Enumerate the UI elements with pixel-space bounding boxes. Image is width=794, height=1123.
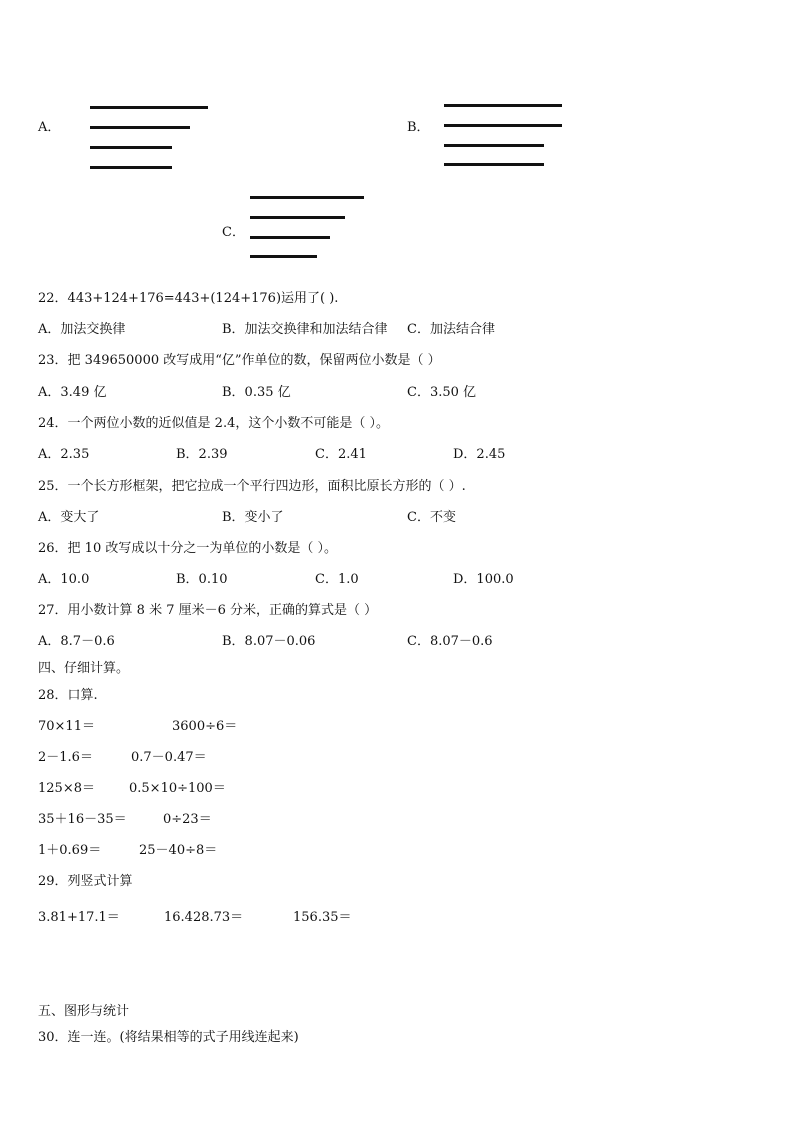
question-25-option-b[interactable]: B．变小了 — [222, 510, 284, 525]
vertical-calc-2: 16.428.73＝ — [164, 910, 244, 925]
vertical-calc-1: 3.81+17.1＝ — [38, 910, 120, 925]
question-27-option-a[interactable]: A．8.7－0.6 — [38, 634, 115, 649]
oral-calc-4a: 35＋16－35＝ — [38, 812, 127, 827]
question-26-stem: 26．把 10 改写成以十分之一为单位的小数是（ ）。 — [38, 541, 337, 556]
question-23-stem: 23．把 349650000 改写成用“亿”作单位的数，保留两位小数是（ ） — [38, 353, 441, 368]
oral-calc-5b: 25－40÷8＝ — [139, 843, 218, 858]
section-4-title: 四、仔细计算。 — [38, 661, 130, 676]
question-27-option-c[interactable]: C．8.07－0.6 — [407, 634, 493, 649]
oral-calc-2a: 2－1.6＝ — [38, 750, 93, 765]
option-c-label: C． — [222, 225, 245, 240]
option-b-bar-1 — [444, 104, 562, 107]
option-b-bar-2 — [444, 124, 562, 127]
question-24-option-d[interactable]: D．2.45 — [453, 447, 506, 462]
question-24-option-c[interactable]: C．2.41 — [315, 447, 367, 462]
option-c-bar-1 — [250, 196, 364, 199]
question-25-option-c[interactable]: C．不变 — [407, 510, 456, 525]
oral-calc-1a: 70×11＝ — [38, 719, 95, 734]
question-22-option-b[interactable]: B．加法交换律和加法结合律 — [222, 322, 388, 337]
oral-calc-3a: 125×8＝ — [38, 781, 95, 796]
question-26-option-a[interactable]: A．10.0 — [38, 572, 90, 587]
question-22-option-a[interactable]: A．加法交换律 — [38, 322, 126, 337]
oral-calc-3b: 0.5×10÷100＝ — [129, 781, 226, 796]
question-23-option-b[interactable]: B．0.35 亿 — [222, 385, 291, 400]
oral-calc-5a: 1＋0.69＝ — [38, 843, 102, 858]
section-5-title: 五、图形与统计 — [38, 1004, 130, 1019]
question-24-option-a[interactable]: A．2.35 — [38, 447, 90, 462]
question-27-option-b[interactable]: B．8.07－0.06 — [222, 634, 316, 649]
question-29-label: 29．列竖式计算 — [38, 874, 133, 889]
vertical-calc-3: 156.35＝ — [293, 910, 352, 925]
oral-calc-4b: 0÷23＝ — [163, 812, 212, 827]
question-23-option-c[interactable]: C．3.50 亿 — [407, 385, 477, 400]
option-a-bar-2 — [90, 126, 190, 129]
question-22-stem: 22．443+124+176=443+(124+176)运用了( ). — [38, 291, 339, 306]
option-b-label: B． — [407, 120, 430, 135]
question-24-stem: 24．一个两位小数的近似值是 2.4，这个小数不可能是（ ）。 — [38, 416, 389, 431]
option-a-bar-4 — [90, 166, 172, 169]
question-24-option-b[interactable]: B．2.39 — [176, 447, 228, 462]
oral-calc-2b: 0.7－0.47＝ — [131, 750, 207, 765]
oral-calc-1b: 3600÷6＝ — [172, 719, 238, 734]
option-c-bar-2 — [250, 216, 345, 219]
question-22-option-c[interactable]: C．加法结合律 — [407, 322, 495, 337]
question-25-option-a[interactable]: A．变大了 — [38, 510, 100, 525]
option-b-bar-4 — [444, 163, 544, 166]
question-27-stem: 27．用小数计算 8 米 7 厘米－6 分米，正确的算式是（ ） — [38, 603, 378, 618]
option-a-bar-3 — [90, 146, 172, 149]
question-25-stem: 25．一个长方形框架，把它拉成一个平行四边形，面积比原长方形的（ ）. — [38, 479, 466, 494]
question-26-option-c[interactable]: C．1.0 — [315, 572, 359, 587]
option-a-bar-1 — [90, 106, 208, 109]
option-c-bar-4 — [250, 255, 317, 258]
question-30-label: 30．连一连。(将结果相等的式子用线连起来) — [38, 1030, 299, 1045]
question-23-option-a[interactable]: A．3.49 亿 — [38, 385, 107, 400]
question-28-label: 28．口算. — [38, 688, 98, 703]
option-b-bar-3 — [444, 144, 544, 147]
question-26-option-d[interactable]: D．100.0 — [453, 572, 514, 587]
question-26-option-b[interactable]: B．0.10 — [176, 572, 228, 587]
option-a-label: A． — [38, 120, 61, 135]
option-c-bar-3 — [250, 236, 330, 239]
